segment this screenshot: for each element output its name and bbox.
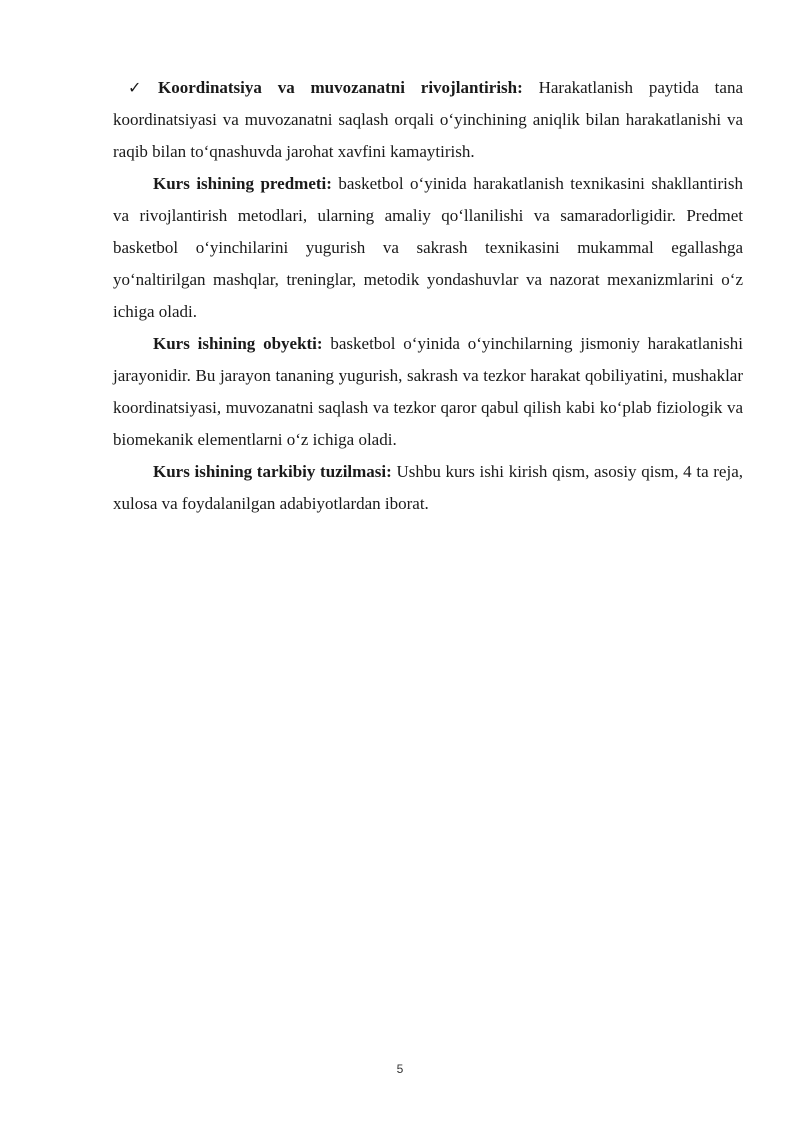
paragraph-structure (113, 456, 743, 520)
paragraph-text: basketbol o‘yinida o‘yinchilarning jismoniy harakatlanishi jarayonidir. Bu jarayon tananing yugurish, sakrash va tezkor harakat qobiliyatini, mushaklar koordinatsiyasi, muvozanatni saqlash va tezkor qaror qabul qilish kabi ko‘plab fiziologik va biomekanik elementlarni o‘z ichiga oladi. (113, 334, 743, 449)
paragraph-text: Ushbu kurs ishi kirish qism, asosiy qism, 4 ta reja, xulosa va foydalanilgan adabiyotlardan iborat. (113, 462, 743, 513)
paragraph-heading: Kurs ishining tarkibiy tuzilmasi: (153, 462, 392, 481)
paragraph-heading: Kurs ishining predmeti: (153, 174, 332, 193)
paragraph-coordination (113, 72, 743, 168)
paragraph-text: basketbol o‘yinida harakatlanish texnikasini shakllantirish va rivojlantirish metodlari, ularning amaliy qo‘llanilishi va samaradorligidir. Predmet basketbol o‘yinchilarini yugurish va sakrash texnikasini mukammal egallashga yo‘naltirilgan mashqlar, treninglar, metodik yondashuvlar va nazorat mexanizmlarini o‘z ichiga oladi. (113, 174, 743, 321)
paragraph-subject (113, 168, 743, 328)
paragraph-heading: Kurs ishining obyekti: (153, 334, 323, 353)
paragraph-heading: Koordinatsiya va muvozanatni rivojlantirish: (158, 78, 523, 97)
page-number: 5 (396, 1062, 404, 1076)
paragraph-text: Harakatlanish paytida tana koordinatsiyasi va muvozanatni saqlash orqali o‘yinchining aniqlik bilan harakatlanishi va raqib bilan to‘qnashuvda jarohat xavfini kamaytirish. (113, 78, 743, 161)
page-content (113, 72, 743, 520)
paragraph-object (113, 328, 743, 456)
checkmark-icon: ✓ (128, 78, 142, 97)
